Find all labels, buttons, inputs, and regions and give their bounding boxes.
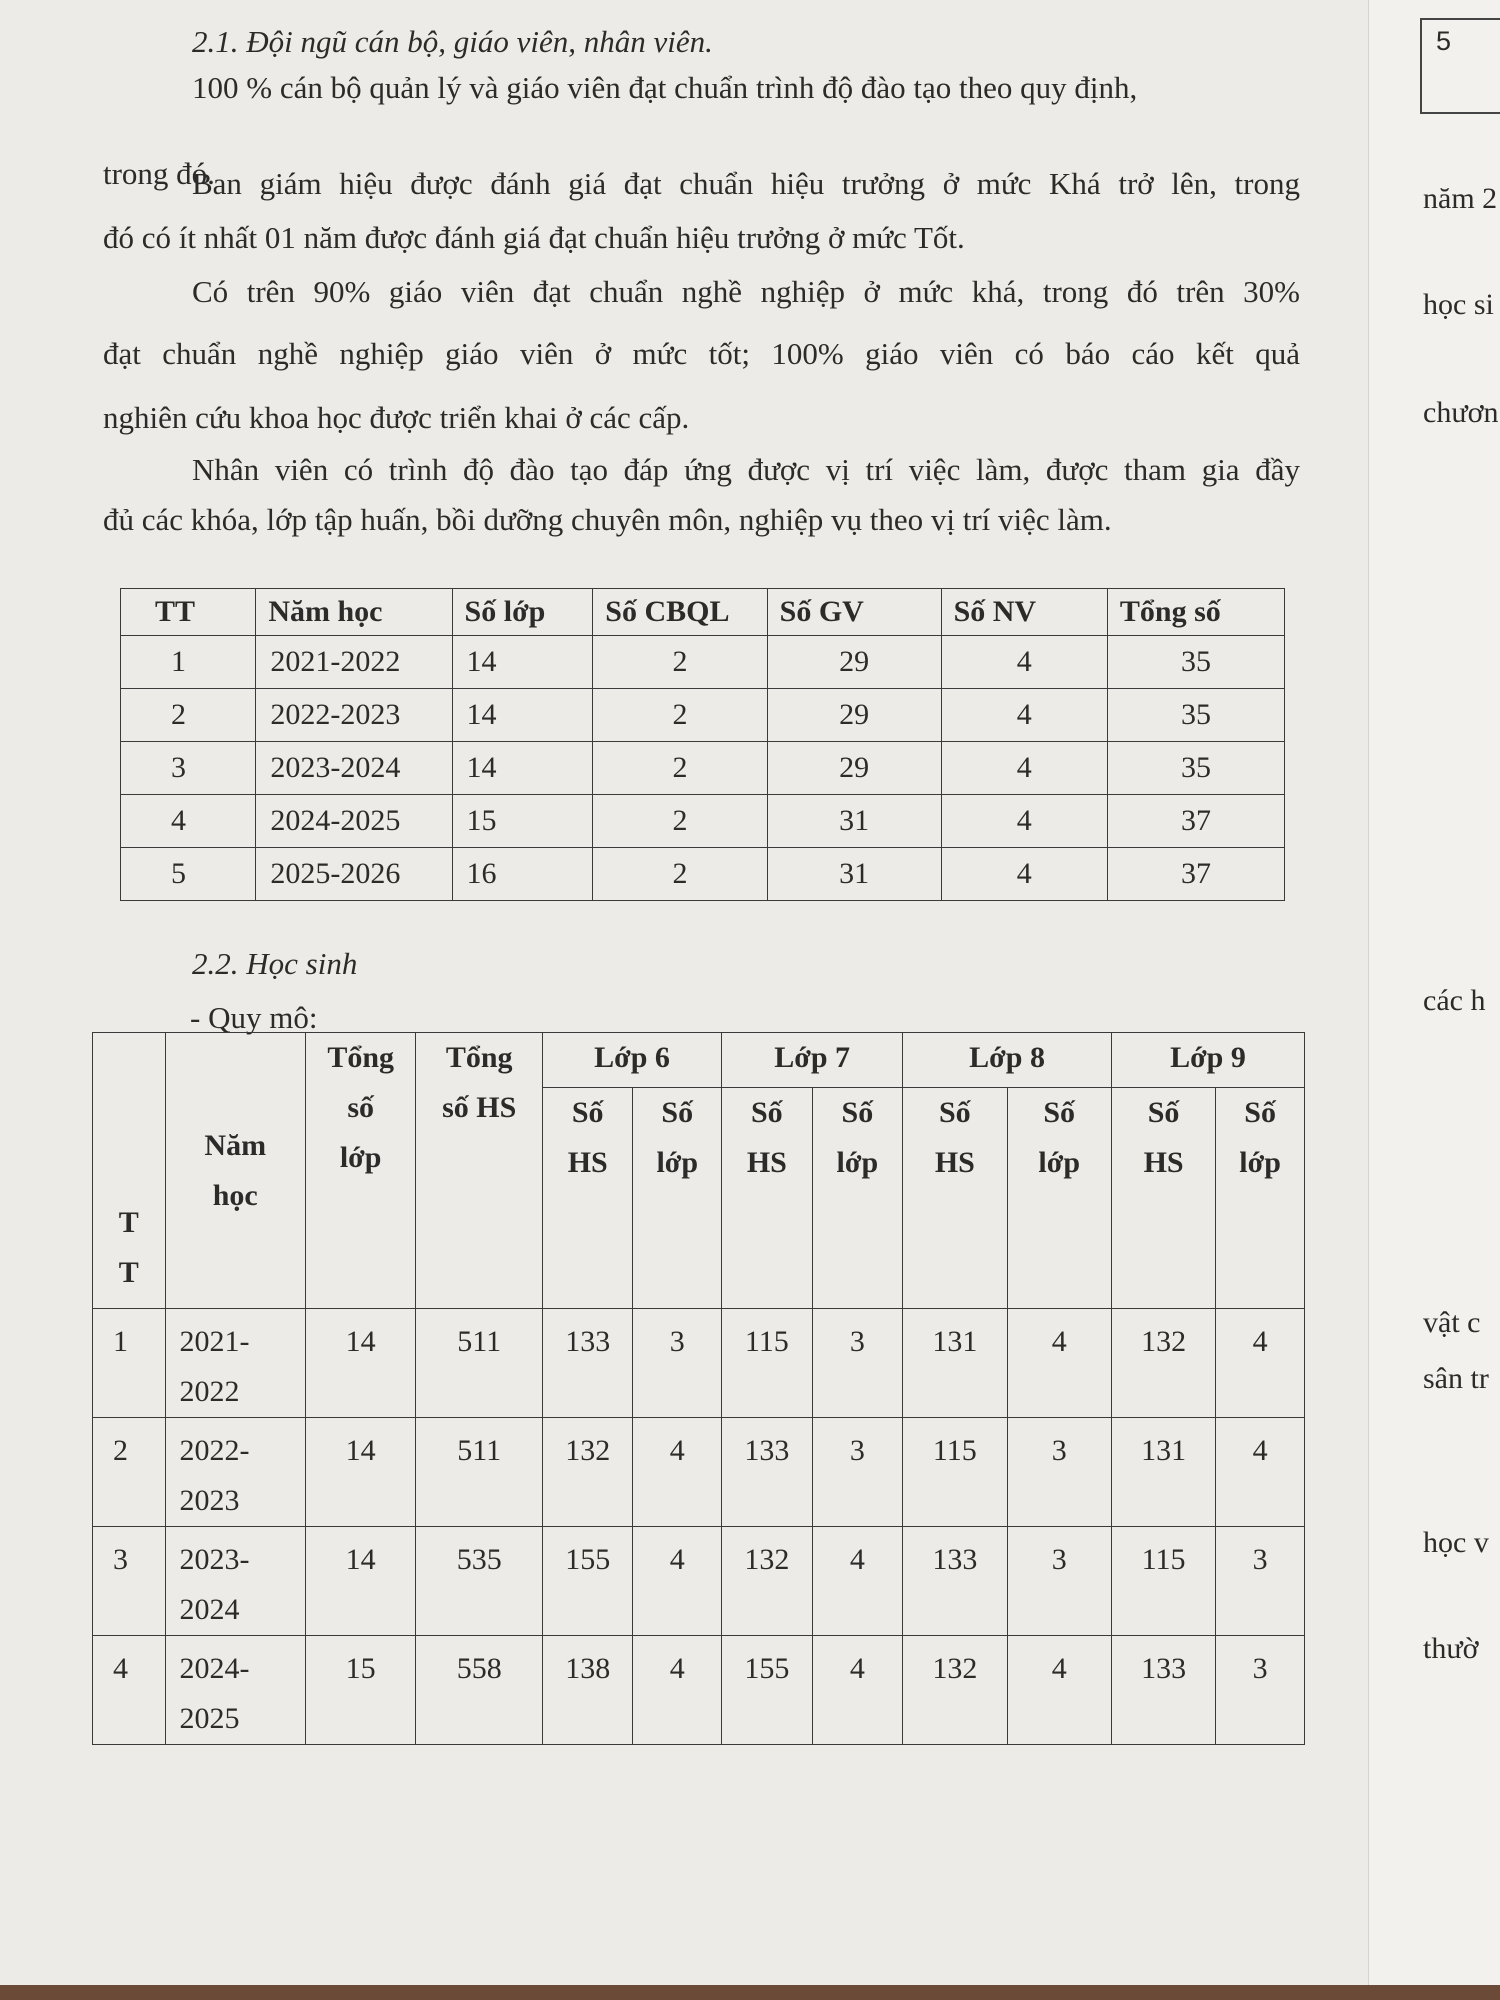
table-cell: 3 (812, 1309, 903, 1418)
subheader-text: Số HS (1143, 1096, 1184, 1179)
column-header: Số lớp (452, 589, 593, 636)
table-cell: 558 (416, 1636, 543, 1745)
table-cell: 2022-2023 (256, 689, 452, 742)
subheader (542, 1088, 632, 1309)
column-header-year (165, 1033, 305, 1309)
table-cell: 115 (1111, 1527, 1215, 1636)
table-cell: 132 (542, 1418, 632, 1527)
table-cell: 4 (941, 689, 1107, 742)
table-cell: 132 (903, 1636, 1007, 1745)
adjacent-page-fragment: vật c (1423, 1306, 1481, 1339)
subheader (1007, 1088, 1111, 1309)
table-cell: 132 (1111, 1309, 1215, 1418)
paragraph-line: Có trên 90% giáo viên đạt chuẩn nghề nghiệp ở mức khá, trong đó trên 30% (192, 274, 1300, 309)
table-row (121, 742, 1285, 795)
table-cell: 511 (416, 1309, 543, 1418)
table-cell: 115 (903, 1418, 1007, 1527)
table-row (93, 1527, 1305, 1636)
table-row (121, 636, 1285, 689)
table-cell: 4 (1007, 1309, 1111, 1418)
adjacent-page-fragment: sân tr (1423, 1362, 1489, 1395)
grade-header: Lớp 6 (542, 1033, 721, 1088)
adjacent-page-fragment: các h (1423, 984, 1486, 1017)
paragraph-line: Nhân viên có trình độ đào tạo đáp ứng được vị trí việc làm, được tham gia đầy (192, 452, 1300, 487)
table-cell: 133 (1111, 1636, 1215, 1745)
subheader (1111, 1088, 1215, 1309)
table-cell: 4 (941, 848, 1107, 901)
table-cell: 29 (767, 636, 941, 689)
table-cell (165, 1527, 305, 1636)
table-cell: 511 (416, 1418, 543, 1527)
table-cell: 4 (1007, 1636, 1111, 1745)
subheader (903, 1088, 1007, 1309)
table-cell: 29 (767, 689, 941, 742)
table-cell: 35 (1107, 636, 1284, 689)
page-number: 5 (1436, 26, 1452, 56)
table-cell: 16 (452, 848, 593, 901)
table-cell: 2021-2022 (256, 636, 452, 689)
table-cell: 155 (722, 1636, 812, 1745)
subheader-text: Số HS (934, 1096, 975, 1179)
table-cell: 2 (593, 795, 767, 848)
page-number-box (1420, 18, 1500, 114)
table-cell: 14 (452, 742, 593, 795)
column-header: Năm học (256, 589, 452, 636)
table-cell: 2024-2025 (256, 795, 452, 848)
table-cell: 15 (452, 795, 593, 848)
column-header: Số NV (941, 589, 1107, 636)
cell-text: 2023- 2024 (179, 1543, 250, 1626)
table-cell: 3 (1007, 1418, 1111, 1527)
table-cell: 4 (1216, 1418, 1305, 1527)
grade-header: Lớp 9 (1111, 1033, 1304, 1088)
table-cell: 35 (1107, 742, 1284, 795)
table-cell: 4 (941, 795, 1107, 848)
table-cell: 4 (93, 1636, 166, 1745)
table-cell (165, 1418, 305, 1527)
header-text: T T (118, 1206, 139, 1289)
table-cell: 138 (542, 1636, 632, 1745)
table-cell: 4 (633, 1527, 722, 1636)
table-header-row (121, 589, 1285, 636)
table-cell: 1 (93, 1309, 166, 1418)
table-cell: 133 (542, 1309, 632, 1418)
table-cell: 3 (1216, 1636, 1305, 1745)
table-cell: 4 (812, 1636, 903, 1745)
subheader-text: Số lớp (1038, 1096, 1081, 1179)
table-cell: 4 (633, 1418, 722, 1527)
cell-text: 2021- 2022 (179, 1325, 250, 1408)
table-row (121, 689, 1285, 742)
header-text: Tổng số lớp (327, 1041, 395, 1174)
table-cell: 35 (1107, 689, 1284, 742)
table-cell: 14 (452, 636, 593, 689)
subheader (812, 1088, 903, 1309)
table-cell: 4 (812, 1527, 903, 1636)
table-row (121, 848, 1285, 901)
subheader-text: Số lớp (656, 1096, 699, 1179)
table-cell: 2 (593, 742, 767, 795)
paragraph-line: nghiên cứu khoa học được triển khai ở các cấp. (103, 400, 690, 435)
subheader-text: Số HS (567, 1096, 608, 1179)
grade-header: Lớp 7 (722, 1033, 903, 1088)
table-cell: 133 (722, 1418, 812, 1527)
table-cell: 37 (1107, 848, 1284, 901)
table-cell: 132 (722, 1527, 812, 1636)
subheader-text: Số HS (746, 1096, 787, 1179)
table-cell: 4 (633, 1636, 722, 1745)
column-header-tt (93, 1033, 166, 1309)
table-cell: 4 (941, 742, 1107, 795)
staff-table (120, 588, 1285, 901)
table-row (93, 1309, 1305, 1418)
column-header-total-classes (305, 1033, 415, 1309)
table-cell: 2 (593, 636, 767, 689)
column-header: Số GV (767, 589, 941, 636)
table-cell: 133 (903, 1527, 1007, 1636)
table-cell: 37 (1107, 795, 1284, 848)
table-cell: 115 (722, 1309, 812, 1418)
paragraph-line: đạt chuẩn nghề nghiệp giáo viên ở mức tốt; 100% giáo viên có báo cáo kết quả (103, 336, 1300, 371)
table-cell: 14 (305, 1418, 415, 1527)
table-cell: 5 (121, 848, 256, 901)
table-cell: 1 (121, 636, 256, 689)
adjacent-page-fragment: thườ (1423, 1632, 1479, 1665)
table-cell: 3 (812, 1418, 903, 1527)
table-cell (165, 1636, 305, 1745)
adjacent-page-fragment: học v (1423, 1526, 1489, 1559)
subheader-text: Số lớp (1239, 1096, 1281, 1179)
adjacent-page-fragment: năm 2 (1423, 182, 1498, 215)
student-table (92, 1032, 1305, 1745)
adjacent-page-fragment: chươn (1423, 396, 1499, 429)
column-header: TT (121, 589, 256, 636)
table-cell: 14 (305, 1309, 415, 1418)
paragraph-line: đó có ít nhất 01 năm được đánh giá đạt chuẩn hiệu trưởng ở mức Tốt. (103, 220, 965, 255)
adjacent-page-fragment: học si (1423, 288, 1494, 321)
table-cell: 4 (121, 795, 256, 848)
column-header: Số CBQL (593, 589, 767, 636)
table-row (121, 795, 1285, 848)
table-cell: 2025-2026 (256, 848, 452, 901)
table-cell: 4 (941, 636, 1107, 689)
column-header-total-students (416, 1033, 543, 1309)
paragraph-line: đủ các khóa, lớp tập huấn, bồi dưỡng chuyên môn, nghiệp vụ theo vị trí việc làm. (103, 502, 1112, 537)
table-cell: 29 (767, 742, 941, 795)
table-row (93, 1636, 1305, 1745)
table-cell: 3 (1007, 1527, 1111, 1636)
paragraph-line: trong đó. (103, 156, 215, 191)
subheader (633, 1088, 722, 1309)
grade-header: Lớp 8 (903, 1033, 1112, 1088)
subheader (722, 1088, 812, 1309)
table-cell: 31 (767, 795, 941, 848)
table-cell: 131 (903, 1309, 1007, 1418)
table-cell: 3 (1216, 1527, 1305, 1636)
table-cell: 2 (593, 689, 767, 742)
table-cell: 2 (593, 848, 767, 901)
table-cell: 3 (633, 1309, 722, 1418)
table-row (93, 1418, 1305, 1527)
table-cell: 2 (93, 1418, 166, 1527)
table-cell: 15 (305, 1636, 415, 1745)
cell-text: 2022- 2023 (179, 1434, 250, 1517)
table-cell: 14 (305, 1527, 415, 1636)
cell-text: 2024- 2025 (179, 1652, 250, 1735)
quy-mo-label: - Quy mô: (190, 1000, 318, 1035)
table-header-row (93, 1033, 1305, 1088)
table-cell: 155 (542, 1527, 632, 1636)
table-cell: 535 (416, 1527, 543, 1636)
section-heading-students: 2.2. Học sinh (192, 946, 358, 981)
column-header: Tổng số (1107, 589, 1284, 636)
table-cell: 3 (93, 1527, 166, 1636)
table-cell: 131 (1111, 1418, 1215, 1527)
subheader (1216, 1088, 1305, 1309)
table-cell: 14 (452, 689, 593, 742)
subheader-text: Số lớp (836, 1096, 879, 1179)
table-cell: 31 (767, 848, 941, 901)
section-heading-staff: 2.1. Đội ngũ cán bộ, giáo viên, nhân viên. (192, 24, 713, 59)
paragraph-line: 100 % cán bộ quản lý và giáo viên đạt chuẩn trình độ đào tạo theo quy định, (192, 70, 1138, 105)
header-text: Tổng số HS (442, 1041, 517, 1124)
table-cell (165, 1309, 305, 1418)
table-surface (0, 1985, 1500, 2000)
table-cell: 3 (121, 742, 256, 795)
paragraph-line: Ban giám hiệu được đánh giá đạt chuẩn hiệu trưởng ở mức Khá trở lên, trong (192, 166, 1300, 201)
table-cell: 2 (121, 689, 256, 742)
table-cell: 2023-2024 (256, 742, 452, 795)
table-cell: 4 (1216, 1309, 1305, 1418)
header-text: Năm học (204, 1128, 267, 1212)
